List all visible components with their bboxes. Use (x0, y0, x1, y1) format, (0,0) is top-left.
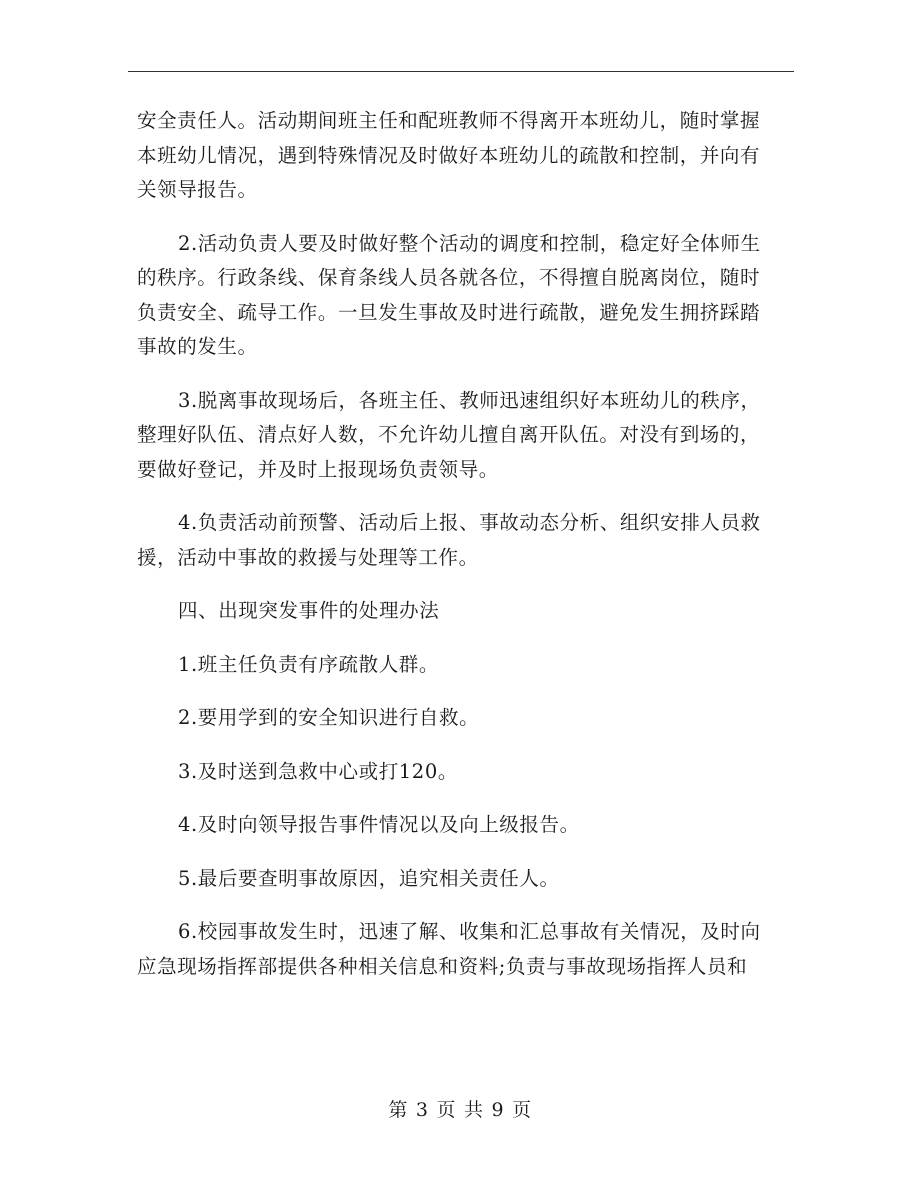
current-page-number: 3 (415, 1099, 429, 1121)
text-line: 安全责任人。活动期间班主任和配班教师不得离开本班幼儿，随时掌握 (137, 109, 761, 132)
text-line: 的秩序。行政条线、保育条线人员各就各位，不得擅自脱离岗位，随时 (137, 266, 761, 289)
list-item (137, 755, 797, 790)
text-line: 事故的发生。 (137, 335, 258, 358)
page-footer (0, 1095, 920, 1122)
list-item (137, 915, 797, 984)
list-item (137, 808, 797, 843)
text-line: 负责安全、疏导工作。一旦发生事故及时进行疏散，避免发生拥挤踩踏 (137, 300, 761, 324)
footer-prefix: 第 (388, 1099, 408, 1121)
text-line: 1.班主任负责有序疏散人群。 (178, 652, 440, 676)
text-line: 2.活动负责人要及时做好整个活动的调度和控制，稳定好全体师生 (178, 231, 761, 255)
footer-suffix: 页 (512, 1099, 532, 1121)
text-line: 3.脱离事故现场后，各班主任、教师迅速组织好本班幼儿的秩序， (178, 388, 761, 412)
list-item (137, 648, 797, 683)
text-line: 援，活动中事故的救援与处理等工作。 (137, 545, 479, 569)
text-line: 要做好登记，并及时上报现场负责领导。 (137, 457, 499, 481)
list-item (137, 701, 797, 736)
text-line: 5.最后要查明事故原因，追究相关责任人。 (178, 866, 560, 890)
text-line: 关领导报告。 (137, 178, 258, 201)
text-line: 3.及时送到急救中心或打120。 (178, 759, 458, 783)
text-line: 4.及时向领导报告事件情况以及向上级报告。 (178, 813, 580, 836)
header-rule (128, 71, 794, 72)
list-item (137, 862, 797, 897)
paragraph (137, 506, 797, 575)
text-line: 本班幼儿情况，遇到特殊情况及时做好本班幼儿的疏散和控制，并向有 (137, 143, 761, 167)
paragraph (137, 104, 797, 208)
text-line: 四、出现突发事件的处理办法 (178, 599, 440, 622)
footer-total-prefix: 共 (464, 1099, 484, 1121)
document-body (137, 104, 797, 984)
text-line: 6.校园事故发生时，迅速了解、收集和汇总事故有关情况，及时向 (178, 920, 761, 943)
text-line: 整理好队伍、清点好人数，不允许幼儿擅自离开队伍。对没有到场的， (137, 423, 761, 446)
section-heading (137, 594, 797, 629)
footer-mid: 页 (436, 1099, 456, 1121)
text-line: 应急现场指挥部提供各种相关信息和资料;负责与事故现场指挥人员和 (137, 954, 748, 978)
total-pages-number: 9 (491, 1099, 505, 1121)
text-line: 4.负责活动前预警、活动后上报、事故动态分析、组织安排人员救 (178, 511, 761, 534)
paragraph (137, 227, 797, 365)
paragraph (137, 384, 797, 488)
text-line: 2.要用学到的安全知识进行自救。 (178, 706, 480, 729)
